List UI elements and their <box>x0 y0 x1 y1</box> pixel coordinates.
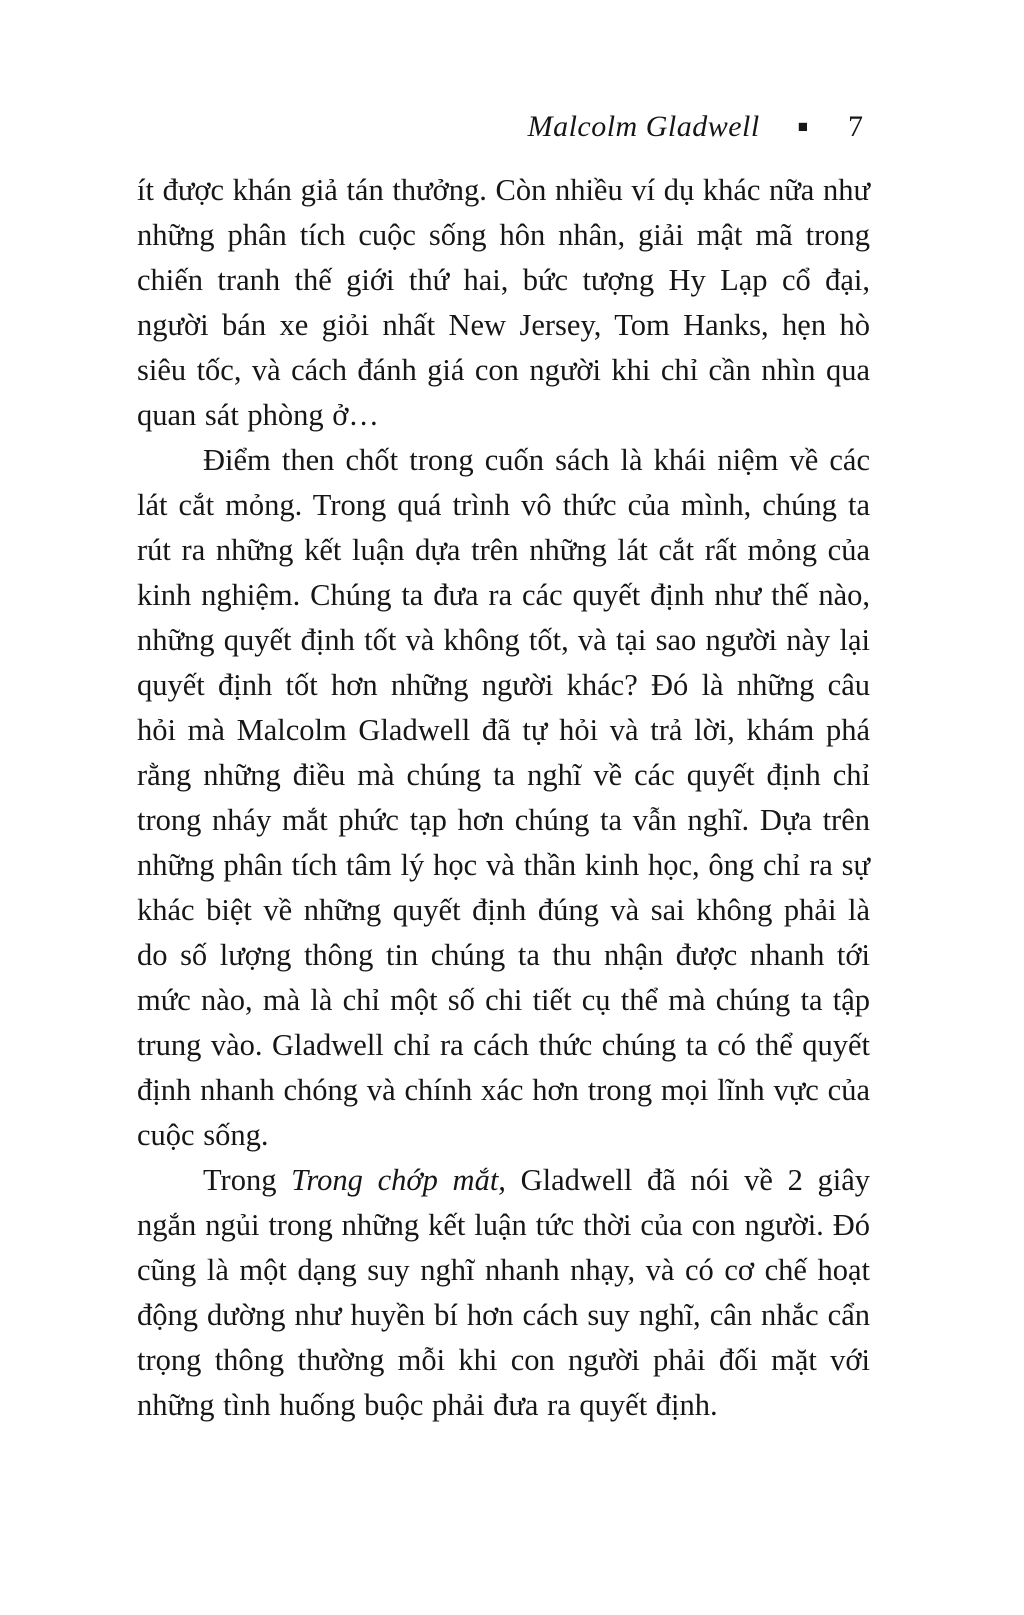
page-number: 7 <box>848 110 863 143</box>
running-header-title: Malcolm Gladwell <box>527 110 760 143</box>
book-title-italic: Trong chớp mắt, <box>291 1163 506 1197</box>
paragraph-2: Điểm then chốt trong cuốn sách là khái niệm về các lát cắt mỏng. Trong quá trình vô thức của mình, chúng ta rút ra những kết luận dựa trên những lát cắt rất mỏng của kinh nghiệm. Chúng ta đưa ra các quyết định như thế nào, những quyết định tốt và không tốt, và tại sao người này lại quyết định tốt hơn những người khác? Đó là những câu hỏi mà Malcolm Gladwell đã tự hỏi và trả lời, khám phá rằng những điều mà chúng ta nghĩ về các quyết định chỉ trong nháy mắt phức tạp hơn chúng ta vẫn nghĩ. Dựa trên những phân tích tâm lý học và thần kinh học, ông chỉ ra sự khác biệt về những quyết định đúng và sai không phải là do số lượng thông tin chúng ta thu nhận được nhanh tới mức nào, mà là chỉ một số chi tiết cụ thể mà chúng ta tập trung vào. Gladwell chỉ ra cách thức chúng ta có thể quyết định nhanh chóng và chính xác hơn trong mọi lĩnh vực của cuộc sống. <box>137 443 870 1152</box>
paragraph-3-suffix: Gladwell đã nói về 2 giây ngắn ngủi trong những kết luận tức thời của con người. Đó cũng là một dạng suy nghĩ nhanh nhạy, và có cơ chế hoạt động dường như huyền bí hơn cách suy nghĩ, cân nhắc cẩn trọng thông thường mỗi khi con người phải đối mặt với những tình huống buộc phải đưa ra quyết định. <box>137 1163 870 1422</box>
body-text-block <box>137 168 870 1428</box>
square-bullet-icon: ■ <box>797 117 808 136</box>
paragraph-1: ít được khán giả tán thưởng. Còn nhiều ví dụ khác nữa như những phân tích cuộc sống hôn nhân, giải mật mã trong chiến tranh thế giới thứ hai, bức tượng Hy Lạp cổ đại, người bán xe giỏi nhất New Jersey, Tom Hanks, hẹn hò siêu tốc, và cách đánh giá con người khi chỉ cần nhìn qua quan sát phòng ở… <box>137 173 870 432</box>
running-header <box>137 108 863 146</box>
paragraph-3-prefix: Trong <box>203 1163 292 1197</box>
paragraph-3 <box>137 1158 870 1428</box>
